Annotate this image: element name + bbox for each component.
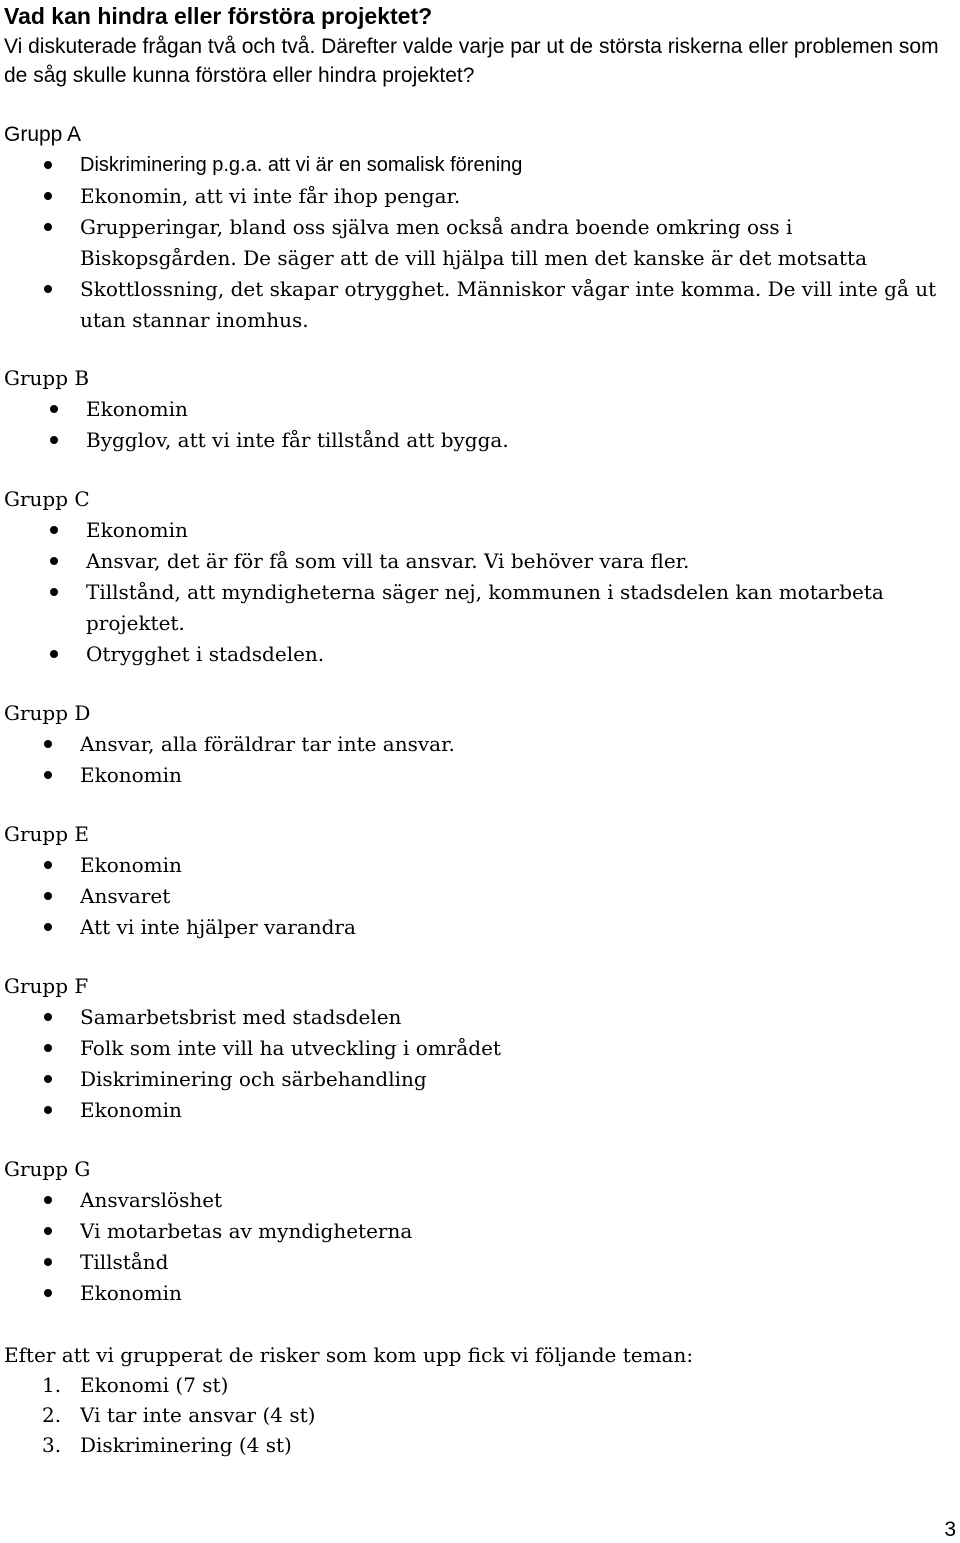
bullet-icon [44,1075,52,1083]
list-item: Ansvar, alla föräldrar tar inte ansvar. [80,729,946,760]
themes-list [42,1370,316,1460]
list-item: Folk som inte vill ha utveckling i området [80,1033,946,1064]
bullet-icon [44,1044,52,1052]
bullet-icon [44,1196,52,1204]
theme-item [42,1400,316,1430]
list-item: Tillstånd [80,1247,946,1278]
bullet-icon [44,192,52,200]
bullet-icon [44,1227,52,1235]
bullet-icon [50,526,58,534]
group-a-list [80,150,950,336]
list-item: Tillstånd, att myndigheterna säger nej, kommunen i stadsdelen kan motarbeta projektet. [86,577,946,639]
bullet-icon [44,1258,52,1266]
list-item: Att vi inte hjälper varandra [80,912,946,943]
list-item: Ansvaret [80,881,946,912]
list-item: Ansvarslöshet [80,1185,946,1216]
bullet-icon [44,923,52,931]
list-item: Ekonomin [86,394,946,425]
group-c-heading: Grupp C [4,487,90,511]
group-e-heading: Grupp E [4,822,89,846]
list-item: Samarbetsbrist med stadsdelen [80,1002,946,1033]
list-item: Vi motarbetas av myndigheterna [80,1216,946,1247]
list-item: Grupperingar, bland oss själva men också andra boende omkring oss i Biskopsgården. De säger att de vill hjälpa till men det kanske är det motsatta [80,212,950,274]
list-item: Ekonomin, att vi inte får ihop pengar. [80,181,950,212]
bullet-icon [44,161,52,169]
page-number: 3 [944,1518,956,1541]
bullet-icon [44,1106,52,1114]
theme-item [42,1430,315,1460]
theme-number: 1. [42,1373,62,1397]
list-item: Bygglov, att vi inte får tillstånd att bygga. [86,425,946,456]
intro-paragraph: Vi diskuterade frågan två och två. Därefter valde varje par ut de största riskerna eller problemen som de såg skulle kunna förstöra eller hindra projektet? [4,35,939,87]
group-e-list [80,850,946,943]
bullet-icon [50,436,58,444]
list-item: Ekonomin [80,1278,946,1309]
bullet-icon [50,588,58,596]
bullet-icon [44,285,52,293]
list-item: Diskriminering och särbehandling [80,1064,946,1095]
bullet-icon [50,557,58,565]
group-a-heading: Grupp A [4,123,82,146]
list-item: Ekonomin [86,515,946,546]
theme-text: Vi tar inte ansvar (4 st) [80,1403,316,1427]
page-title: Vad kan hindra eller förstöra projektet? [4,3,433,29]
theme-text: Ekonomi (7 st) [80,1373,229,1397]
group-g-heading: Grupp G [4,1157,91,1181]
group-c-list [86,515,946,670]
theme-number: 2. [42,1403,62,1427]
theme-number: 3. [42,1433,62,1457]
list-item: Ekonomin [80,1095,946,1126]
list-item: Ekonomin [80,850,946,881]
list-item: Ekonomin [80,760,946,791]
list-item: Otrygghet i stadsdelen. [86,639,946,670]
bullet-icon [44,740,52,748]
bullet-icon [44,861,52,869]
group-b-list [86,394,946,456]
group-f-list [80,1002,946,1126]
group-d-heading: Grupp D [4,701,91,725]
bullet-icon [44,223,52,231]
group-d-list [80,729,946,791]
list-item: Ansvar, det är för få som vill ta ansvar. Vi behöver vara fler. [86,546,946,577]
bullet-icon [44,892,52,900]
group-f-heading: Grupp F [4,974,89,998]
bullet-icon [44,1289,52,1297]
bullet-icon [50,650,58,658]
bullet-icon [44,1013,52,1021]
list-item: Diskriminering p.g.a. att vi är en somalisk förening [80,150,950,181]
list-item: Skottlossning, det skapar otrygghet. Människor vågar inte komma. De vill inte gå ut utan stannar inomhus. [80,274,950,336]
closing-paragraph: Efter att vi grupperat de risker som kom upp fick vi följande teman: [4,1343,694,1367]
group-b-heading: Grupp B [4,366,90,390]
bullet-icon [50,405,58,413]
theme-text: Diskriminering (4 st) [80,1433,292,1457]
group-g-list [80,1185,946,1309]
theme-item [42,1370,315,1400]
bullet-icon [44,771,52,779]
